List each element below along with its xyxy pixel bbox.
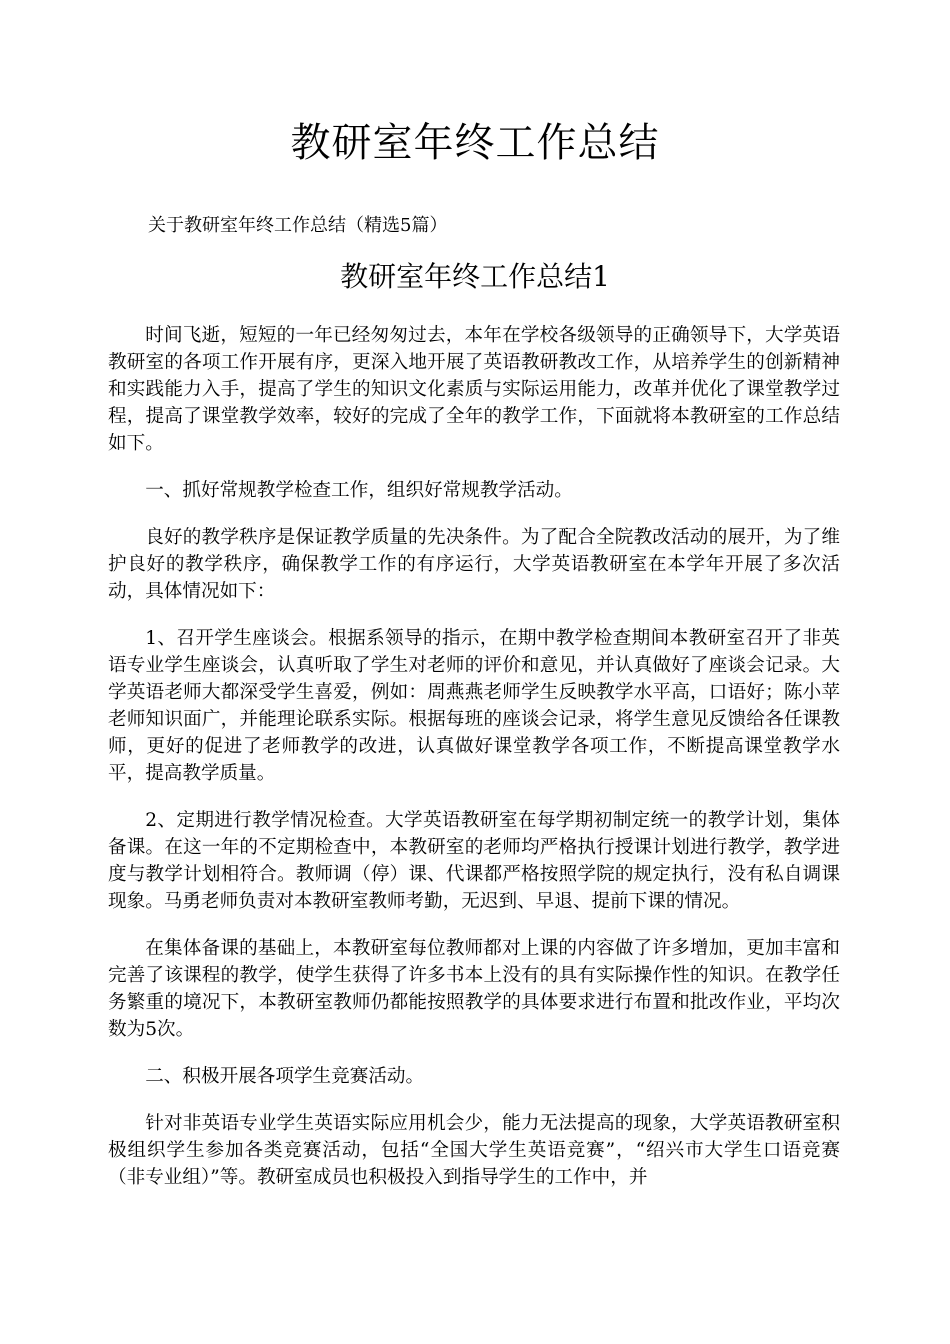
paragraph-lesson-prep: 在集体备课的基础上，本教研室每位教师都对上课的内容做了许多增加，更加丰富和完善了该课程的教学，使学生获得了许多书本上没有的具有实际操作性的知识。在教学任务繁重的境况下，本教研室教师仍都能按照教学的具体要求进行布置和批改作业，平均次数为5次。 — [108, 938, 840, 1040]
heading-part-one: 一、抓好常规教学检查工作，组织好常规教学活动。 — [145, 480, 573, 501]
paragraph-competitions: 针对非英语专业学生英语实际应用机会少，能力无法提高的现象，大学英语教研室积极组织学生参加各类竞赛活动，包括“全国大学生英语竞赛”，“绍兴市大学生口语竞赛（非专业组）”等。教研室成员也积极投入到指导学生的工作中，并 — [108, 1113, 840, 1188]
heading-part-two: 二、积极开展各项学生竞赛活动。 — [145, 1066, 425, 1087]
section-title: 教研室年终工作总结1 — [340, 260, 610, 293]
document-subtitle: 关于教研室年终工作总结（精选5篇） — [148, 215, 448, 236]
document-title: 教研室年终工作总结 — [290, 120, 660, 166]
paragraph-item-2: 2、定期进行教学情况检查。大学英语教研室在每学期初制定统一的教学计划，集体备课。在这一年的不定期检查中，本教研室的老师均严格执行授课计划进行教学，教学进度与教学计划相符合。教师调（停）课、代课都严格按照学院的规定执行，没有私自调课现象。马勇老师负责对本教研室教师考勤，无迟到、早退、提前下课的情况。 — [108, 810, 840, 912]
paragraph-order: 良好的教学秩序是保证教学质量的先决条件。为了配合全院教改活动的展开，为了维护良好的教学秩序，确保教学工作的有序运行，大学英语教研室在本学年开展了多次活动，具体情况如下： — [108, 527, 840, 602]
paragraph-item-1: 1、召开学生座谈会。根据系领导的指示，在期中教学检查期间本教研室召开了非英语专业学生座谈会，认真听取了学生对老师的评价和意见，并认真做好了座谈会记录。大学英语老师大都深受学生喜爱，例如：周燕燕老师学生反映教学水平高，口语好；陈小苹老师知识面广，并能理论联系实际。根据每班的座谈会记录，将学生意见反馈给各任课教师，更好的促进了老师教学的改进，认真做好课堂教学各项工作，不断提高课堂教学水平，提高教学质量。 — [108, 628, 840, 784]
paragraph-intro: 时间飞逝，短短的一年已经匆匆过去，本年在学校各级领导的正确领导下，大学英语教研室的各项工作开展有序，更深入地开展了英语教研教改工作，从培养学生的创新精神和实践能力入手，提高了学生的知识文化素质与实际运用能力，改革并优化了课堂教学过程，提高了课堂教学效率，较好的完成了全年的教学工作，下面就将本教研室的工作总结如下。 — [108, 325, 840, 454]
document-body — [108, 322, 840, 1211]
